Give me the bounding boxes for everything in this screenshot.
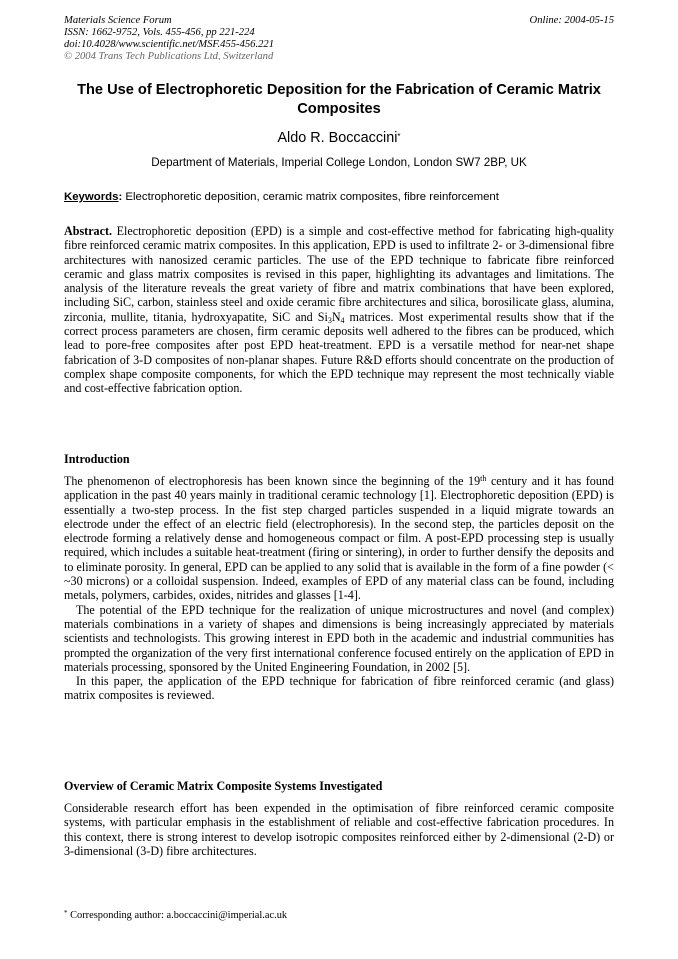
- footnote-mark: *: [64, 909, 68, 917]
- journal-header: [64, 15, 614, 60]
- affiliation: Department of Materials, Imperial College London, London SW7 2BP, UK: [151, 156, 527, 169]
- intro-paragraph-3: In this paper, the application of the EPD technique for fabrication of fibre reinforced ceramic (and glass) matrix composites is reviewed.: [64, 674, 614, 703]
- keywords-text: Electrophoretic deposition, ceramic matrix composites, fibre reinforcement: [122, 191, 499, 203]
- author-footnote-mark: *: [397, 132, 401, 141]
- keywords: [64, 191, 614, 203]
- online-date: Online: 2004-05-15: [529, 15, 614, 26]
- issn-line: ISSN: 1662-9752, Vols. 455-456, pp 221-224: [64, 27, 255, 38]
- subscript: 3: [327, 315, 332, 325]
- superscript: th: [480, 474, 487, 483]
- introduction-body: [64, 474, 614, 703]
- footnote: [64, 910, 287, 921]
- copyright-line: © 2004 Trans Tech Publications Ltd, Switzerland: [64, 51, 274, 60]
- paper-title: The Use of Electrophoretic Deposition for the Fabrication of Ceramic Matrix Composites: [77, 82, 601, 117]
- author-name: Aldo R. Boccaccini: [277, 130, 398, 146]
- intro-paragraph-2: The potential of the EPD technique for the realization of unique microstructures and novel (and complex) materials combinations in a variety of shapes and dimensions is being increasingly appreciated by materials scientists and technologists. This growing interest in EPD both in the academic and industrial communities has prompted the organization of the very first international conference focused entirely on the application of EPD in materials processing, sponsored by the United Engineering Foundation, in 2002 [5].: [64, 602, 614, 674]
- abstract-label: Abstract.: [64, 224, 113, 238]
- keywords-label: Keywords: [64, 191, 119, 203]
- footnote-text: Corresponding author: a.boccaccini@imperial.ac.uk: [67, 910, 288, 921]
- journal-name: Materials Science Forum: [64, 15, 172, 26]
- subscript: 4: [340, 315, 345, 325]
- doi-line: doi:10.4028/www.scientific.net/MSF.455-456.221: [64, 39, 274, 50]
- abstract: [64, 224, 614, 396]
- author-line: [64, 130, 614, 146]
- abstract-text: Electrophoretic deposition (EPD) is a simple and cost-effective method for fabricating high-quality fibre reinforced ceramic matrix composites. In this application, EPD is used to infiltrate 2- or 3-dimensional fibre architectures with nanosized ceramic particles. The use of the EPD technique to fabricate fibre reinforced ceramic and glass matrix composites is revised in this paper, highlighting its advantages and limitations. The analysis of the literature reveals the great variety of fibre and matrix combinations that have been explored, including SiC, carbon, stainless steel and oxide ceramic fibre architectures and silica, borosilicate glass, alumina, zirconia, mullite, titania, hydroxyapatite, SiC and Si: [64, 224, 614, 324]
- keywords-colon: :: [118, 191, 123, 203]
- intro-paragraph-1-cont: century and it has found application in the past 40 years mainly in traditional ceramic technology [1]. Electrophoretic deposition (EPD) is essentially a two-step process. In the fist step charged particles suspended in a liquid migrate towards an electrode under the effect of an electric field (electrophoresis). In the second step, the particles deposit on the electrode forming a relatively dense and homogeneous compact or film. A post-EPD processing step is usually required, which includes a suitable heat-treatment (firing or sintering), in order to further densify the deposits and to eliminate porosity. In general, EPD can be applied to any solid that is available in the form of a fine powder (< ~30 microns) or a colloidal suspension. Indeed, examples of EPD of any material class can be found, including metals, polymers, carbides, oxides, nitrides and glasses [1-4].: [64, 474, 614, 603]
- overview-heading: Overview of Ceramic Matrix Composite Systems Investigated: [64, 779, 383, 793]
- intro-paragraph-1: The phenomenon of electrophoresis has been known since the beginning of the 19: [64, 474, 481, 488]
- abstract-text: N: [331, 309, 341, 324]
- abstract-text: matrices. Most experimental results show that if the correct process parameters are chosen, firm ceramic deposits well adhered to the fibres can be produced, which lead to pore-free composites after post EPD heat-treatment. EPD is a versatile method for near-net shape fabrication of 3-D composites of non-planar shapes. Future R&D efforts should concentrate on the production of complex shape composite components, for which the EPD technique may represent the most technically viable and cost-effective fabrication option.: [64, 309, 614, 396]
- overview-paragraph: Considerable research effort has been expended in the optimisation of fibre reinforced ceramic composite systems, with particular emphasis in the establishment of reliable and cost-effective fabrication procedures. In this context, there is strong interest to develop isotropic composites reinforced either by 2-dimensional (2-D) or 3-dimensional (3-D) fibre architectures.: [64, 801, 614, 858]
- introduction-heading: Introduction: [64, 452, 130, 466]
